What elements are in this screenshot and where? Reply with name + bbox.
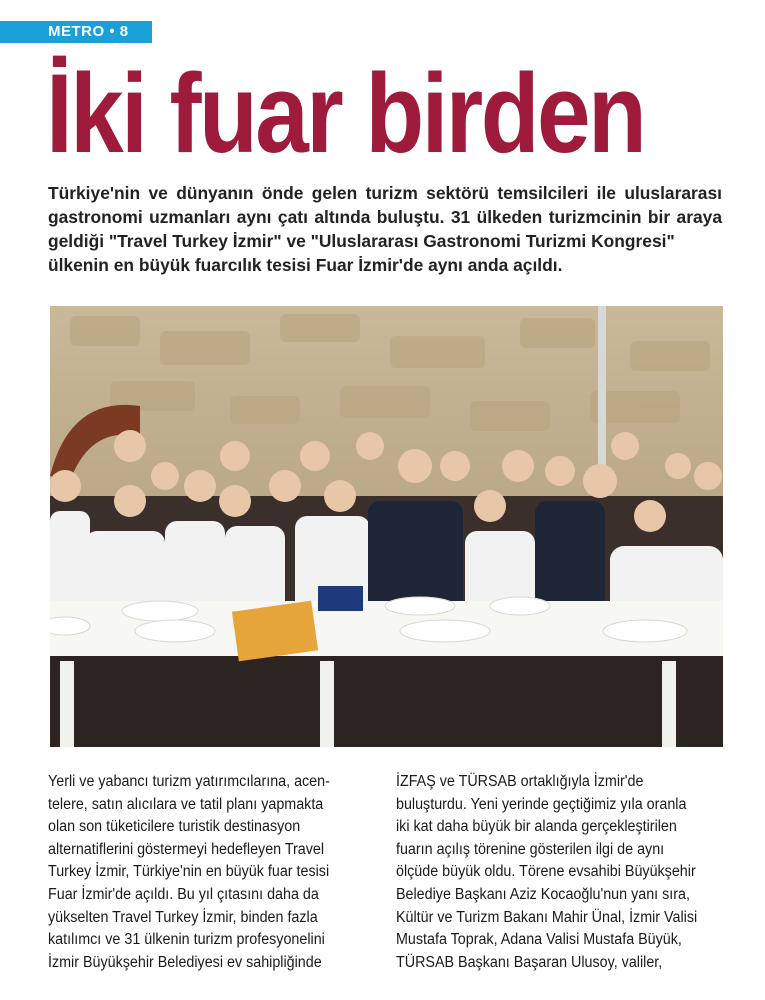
body-line: iki kat daha büyük bir alanda gerçekleştirilen <box>396 818 677 836</box>
body-line: katılımcı ve 31 ülkenin turizm profesyonelini <box>48 931 325 949</box>
body-line: olan son tüketicilere turistik destinasyon <box>48 818 301 836</box>
lead-line: Türkiye'nin ve dünyanın önde gelen turizm sektörü temsilcileri ile uluslararası <box>48 183 722 203</box>
body-line: TÜRSAB Başkanı Başaran Ulusoy, valiler, <box>396 953 663 971</box>
news-photo <box>50 306 723 747</box>
section-label: METRO • 8 <box>48 23 129 40</box>
lead-line: ülkenin en büyük fuarcılık tesisi Fuar İzmir'de aynı anda açıldı. <box>48 255 563 275</box>
lead-paragraph <box>48 181 722 277</box>
body-line: Yerli ve yabancı turizm yatırımcılarına, acen- <box>48 773 330 790</box>
body-line: yükselten Travel Turkey İzmir, binden fazla <box>48 908 318 926</box>
body-column-left <box>48 771 348 974</box>
body-line: telere, satın alıcılara ve tatil planı yapmakta <box>48 795 324 813</box>
body-line: Mustafa Toprak, Adana Valisi Mustafa Büyük, <box>396 931 682 949</box>
body-line: Kültür ve Turizm Bakanı Mahir Ünal, İzmir Valisi <box>396 908 698 926</box>
body-line: alternatiflerini göstermeyi hedefleyen Travel <box>48 840 325 858</box>
wall-pipe <box>598 306 606 476</box>
section-tab <box>0 21 152 43</box>
body-line: Belediye Başkanı Aziz Kocaoğlu'nun yanı sıra, <box>396 885 690 903</box>
group-photo-illustration <box>50 306 723 747</box>
body-line: ölçüde büyük oldu. Törene evsahibi Büyükşehir <box>396 863 696 881</box>
body-line: buluşturdu. Yeni yerinde geçtiğimiz yıla oranla <box>396 795 687 813</box>
table-shadow <box>50 656 723 747</box>
lead-line: gastronomi uzmanları aynı çatı altında buluştu. 31 ülkeden turizmcinin bir araya <box>48 207 722 227</box>
body-line: fuarın açılış törenine gösterilen ilgi de aynı <box>396 840 665 858</box>
body-column-right <box>396 771 696 974</box>
body-line: İzmir Büyükşehir Belediyesi ev sahipliğinde <box>48 953 322 971</box>
headline: İki fuar birden <box>46 51 645 176</box>
body-line: Turkey İzmir, Türkiye'nin en büyük fuar tesisi <box>48 863 330 881</box>
body-line: Fuar İzmir'de açıldı. Bu yıl çıtasını daha da <box>48 885 319 903</box>
lead-line: geldiği "Travel Turkey İzmir" ve "Uluslararası Gastronomi Turizmi Kongresi" <box>48 231 675 251</box>
body-line: İZFAŞ ve TÜRSAB ortaklığıyla İzmir'de <box>396 773 644 790</box>
blue-box <box>318 586 363 611</box>
